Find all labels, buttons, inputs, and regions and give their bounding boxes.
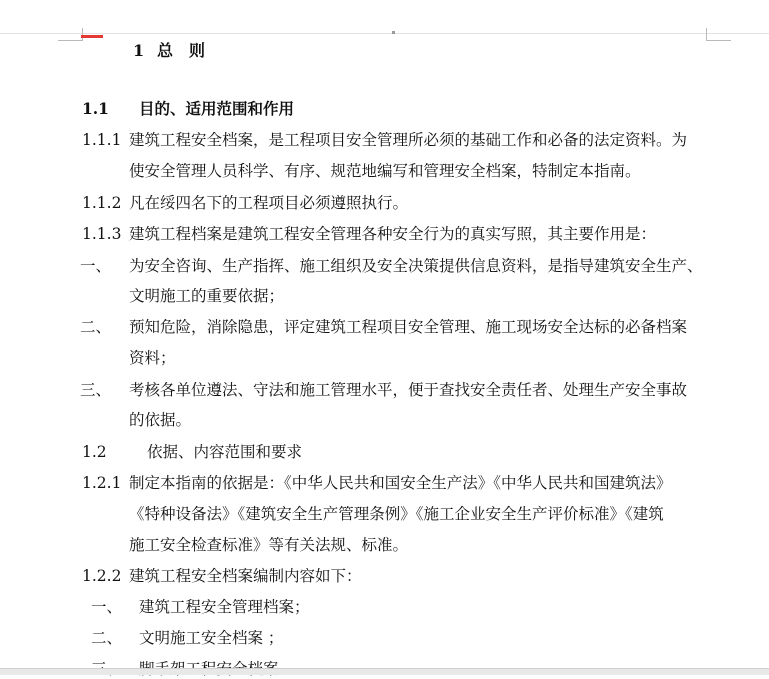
paragraph-line: 建筑工程安全档案，是工程项目安全管理所必须的基础工作和必备的法定资料。为	[129, 131, 688, 149]
chapter-number: 1	[133, 41, 145, 60]
paragraph-line: 建筑工程档案是建筑工程安全管理各种安全行为的真实写照，其主要作用是：	[129, 225, 657, 243]
margin-corner-mark-right	[706, 28, 731, 41]
ruler-dot	[392, 31, 395, 34]
item-number-1-2-2: 1.2.2	[82, 567, 122, 585]
paragraph-line: 建筑工程安全档案编制内容如下：	[129, 567, 362, 585]
list-marker: 一、	[80, 257, 112, 275]
list-marker: 二、	[80, 318, 112, 336]
list-item-line: 文明施工的重要依据；	[129, 287, 285, 305]
page-top-border	[0, 33, 769, 34]
list-item-line: 资料；	[129, 349, 176, 367]
item-number-1-1-2: 1.1.2	[82, 194, 122, 212]
item-number-1-2-1: 1.2.1	[82, 474, 122, 492]
cursor-mark	[81, 35, 103, 38]
section-title-1-2: 依据、内容范围和要求	[147, 443, 303, 461]
list-item-line: 考核各单位遵法、守法和施工管理水平，便于查找安全责任者、处理生产安全事故	[129, 381, 688, 399]
list-item-line: 预知危险，消除隐患，评定建筑工程项目安全管理、施工现场安全达标的必备档案	[129, 318, 688, 336]
list-marker: 三、	[80, 381, 112, 399]
list-item-line: 文明施工安全档案 ；	[139, 629, 284, 647]
list-marker: 二、	[91, 629, 123, 647]
paragraph-line: 使安全管理人员科学、有序、规范地编写和管理安全档案，特制定本指南。	[129, 162, 641, 180]
section-number-1-1: 1.1	[82, 99, 109, 118]
item-number-1-1-3: 1.1.3	[82, 225, 122, 243]
paragraph-line: 凡在绥四名下的工程项目必须遵照执行。	[129, 194, 409, 212]
list-item-line: 建筑工程安全管理档案；	[139, 598, 310, 616]
list-item-line: 的依据。	[129, 411, 192, 429]
paragraph-line: 施工安全检查标准》等有关法规、标准。	[129, 536, 409, 554]
paragraph-line: 制定本指南的依据是：《中华人民共和国安全生产法》《中华人民共和国建筑法》	[129, 474, 672, 492]
paragraph-line: 《特种设备法》《建筑安全生产管理条例》《施工企业安全生产评价标准》《建筑	[129, 505, 664, 523]
section-title-1-1: 目的、适用范围和作用	[139, 99, 295, 118]
chapter-title: 总 则	[157, 41, 206, 60]
list-marker: 一、	[91, 598, 123, 616]
list-item-line: 为安全咨询、生产指挥、施工组织及安全决策提供信息资料，是指导建筑安全生产、	[129, 257, 703, 275]
item-number-1-1-1: 1.1.1	[82, 131, 122, 149]
margin-corner-mark-left	[58, 28, 83, 41]
section-number-1-2: 1.2	[82, 443, 107, 461]
